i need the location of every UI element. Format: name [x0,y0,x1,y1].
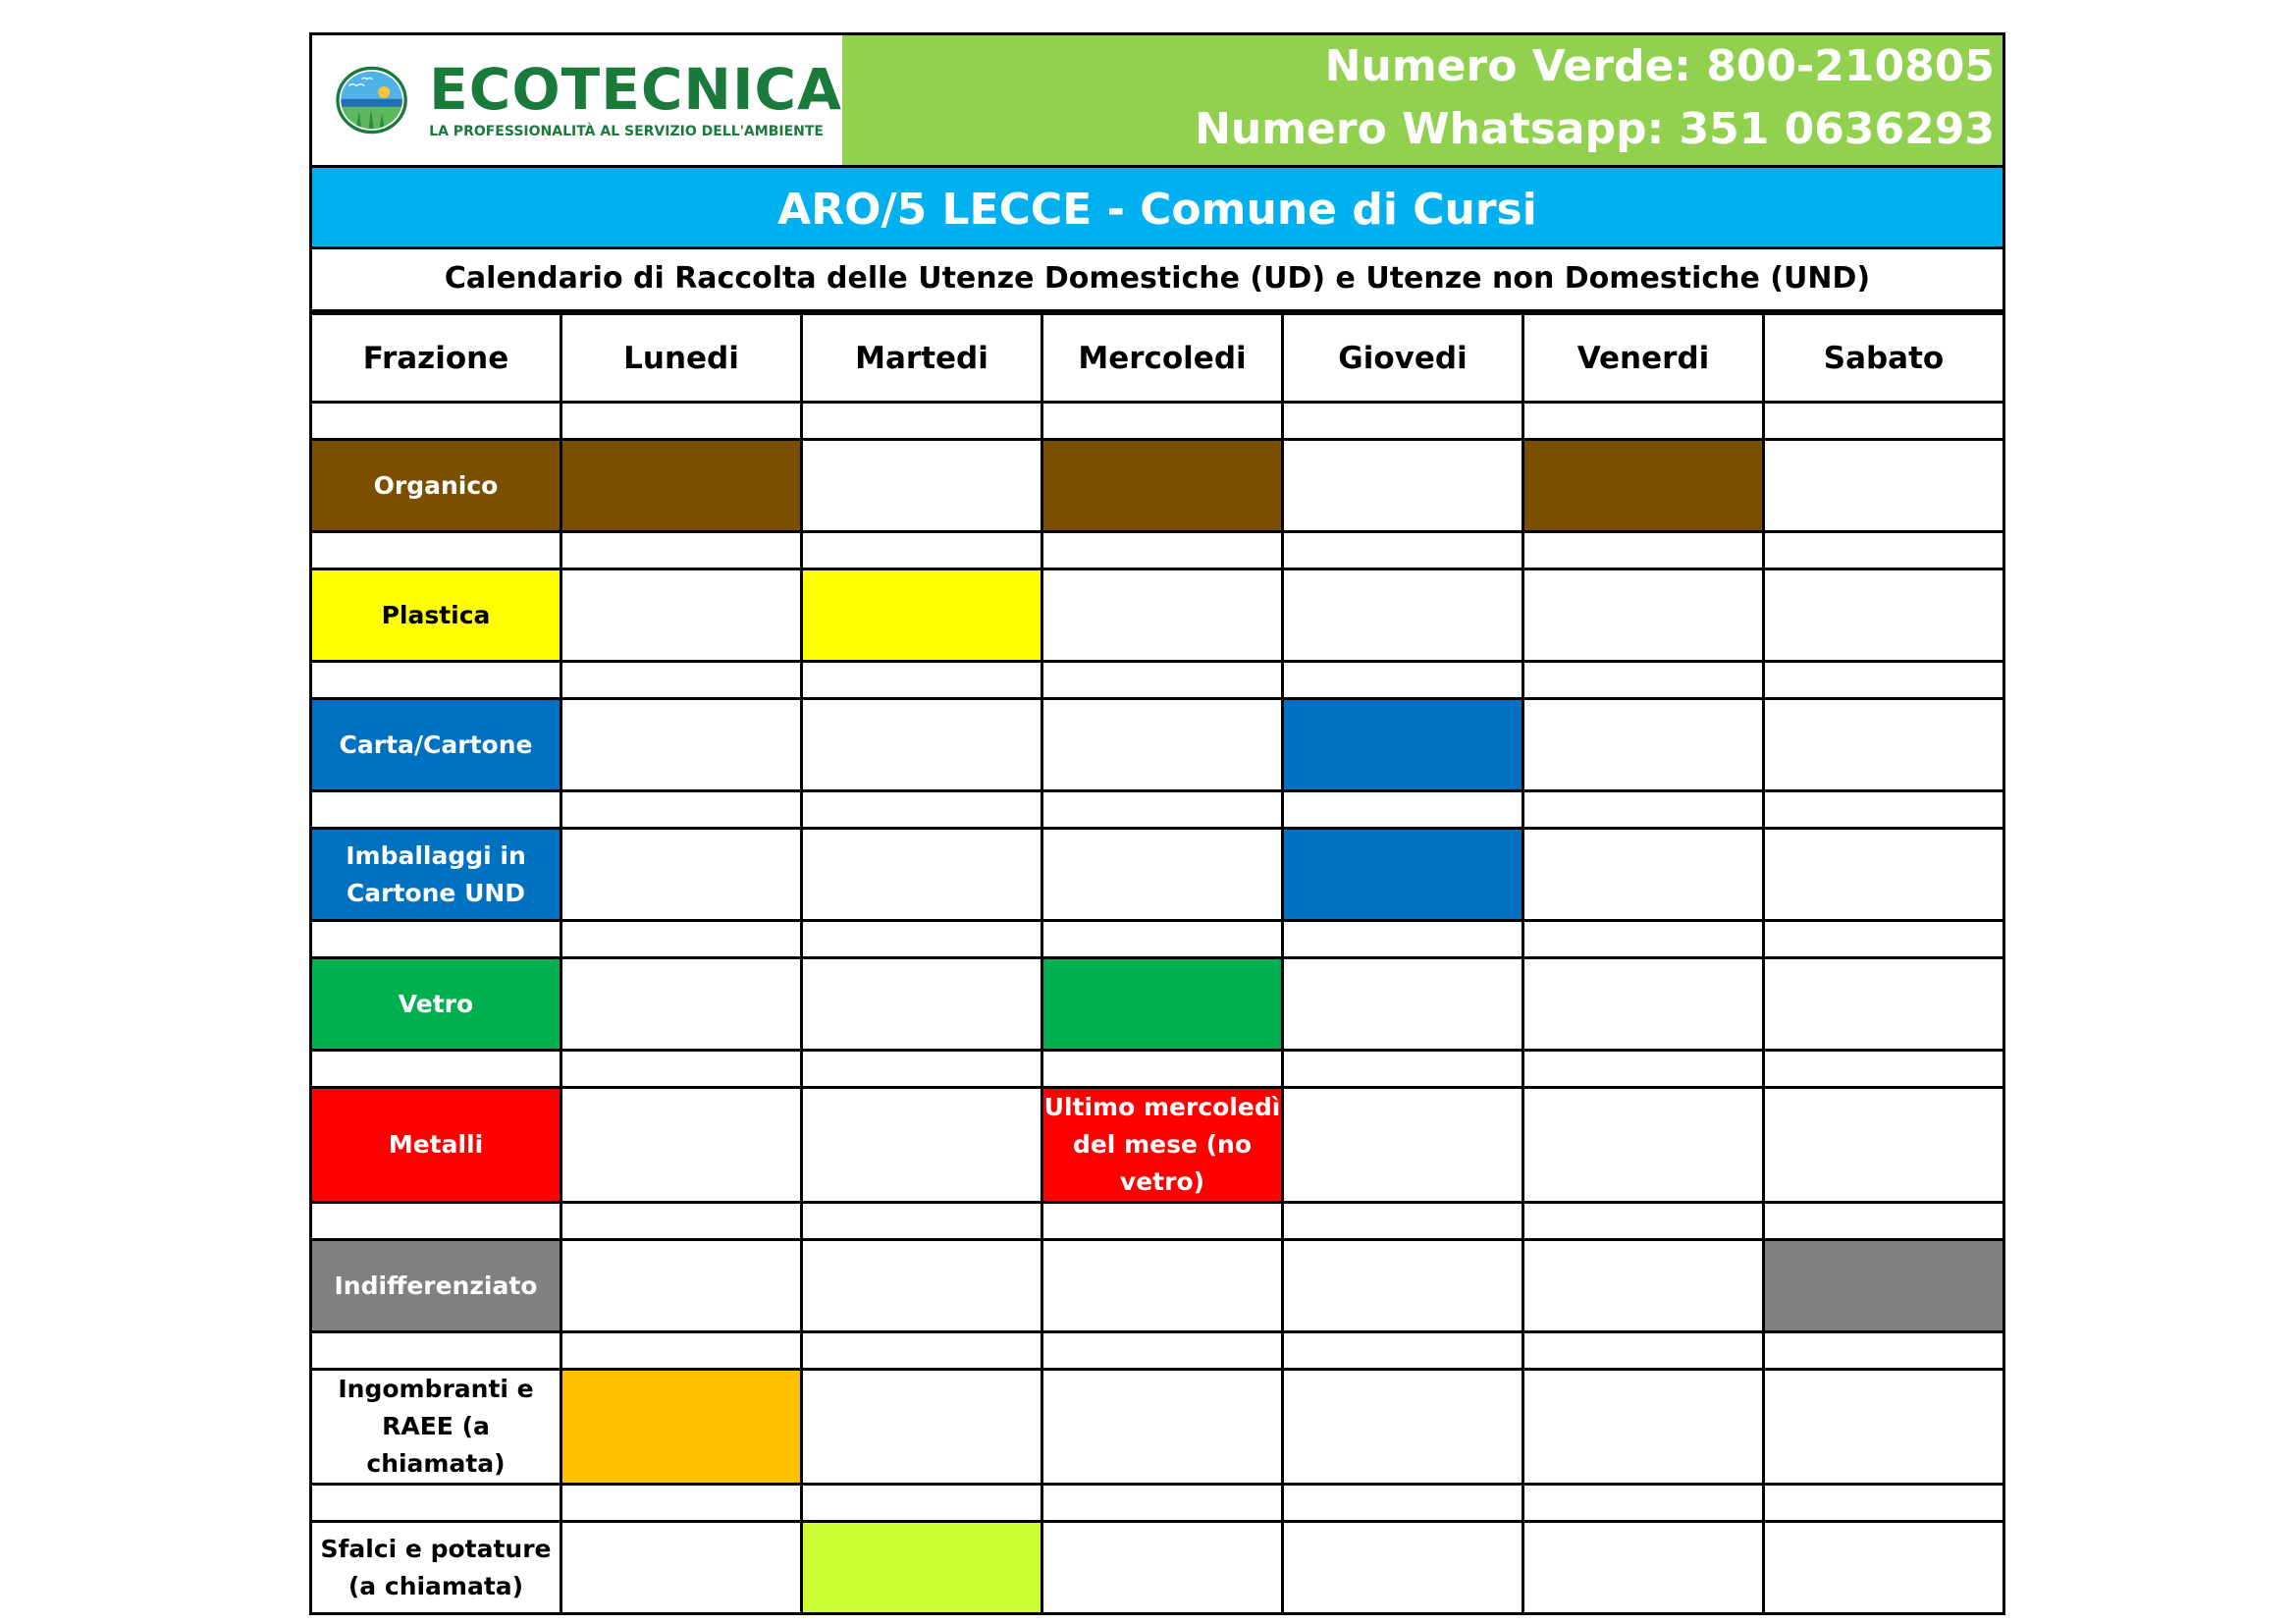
waste-type-label: Carta/Cartone [311,699,561,791]
schedule-cell [1764,1240,2004,1332]
spacer-cell [1283,921,1523,958]
page-subtitle: Calendario di Raccolta delle Utenze Domestiche (UD) e Utenze non Domestiche (UND) [309,249,2005,312]
spacer-cell [802,532,1042,569]
spacer-cell [311,1332,561,1370]
spacer-row [311,791,2004,829]
spacer-cell [1764,662,2004,699]
spacer-cell [802,791,1042,829]
spacer-cell [1764,791,2004,829]
spacer-cell [1523,921,1764,958]
spacer-cell [1764,921,2004,958]
schedule-cell [1523,1370,1764,1485]
schedule-cell [1283,699,1523,791]
spacer-cell [561,662,802,699]
schedule-cell [1764,440,2004,532]
column-header: Venerdi [1523,314,1764,403]
spacer-cell [1764,1332,2004,1370]
spacer-cell [311,532,561,569]
numero-verde: Numero Verde: 800-210805 [1324,41,1995,91]
spacer-cell [1283,1485,1523,1522]
spacer-cell [802,1203,1042,1240]
column-header: Giovedi [1283,314,1523,403]
spacer-cell [1523,1203,1764,1240]
schedule-cell [1764,1088,2004,1203]
spacer-cell [1523,791,1764,829]
page-title: ARO/5 LECCE - Comune di Cursi [309,165,2005,249]
schedule-cell [1523,1088,1764,1203]
schedule-cell [802,829,1042,921]
waste-type-label: Indifferenziato [311,1240,561,1332]
spacer-cell [1764,1485,2004,1522]
table-row [311,569,2004,662]
schedule-cell [561,569,802,662]
spacer-cell [802,1051,1042,1088]
waste-type-label: Organico [311,440,561,532]
spacer-cell [1764,1203,2004,1240]
spacer-cell [311,662,561,699]
schedule-cell [1523,829,1764,921]
schedule-cell [1283,1088,1523,1203]
spacer-cell [1283,662,1523,699]
spacer-cell [1042,1332,1283,1370]
table-row [311,440,2004,532]
schedule-cell [1283,829,1523,921]
spacer-cell [561,921,802,958]
schedule-cell [802,440,1042,532]
schedule-cell [561,958,802,1051]
schedule-cell [1042,829,1283,921]
brand-tagline: LA PROFESSIONALITÀ AL SERVIZIO DELL'AMBIENTE [429,124,824,139]
schedule-cell [1764,569,2004,662]
spacer-cell [561,1203,802,1240]
table-row [311,1370,2004,1485]
schedule-cell [1764,829,2004,921]
spacer-cell [1764,532,2004,569]
waste-type-label: Ingombranti e RAEE (a chiamata) [311,1370,561,1485]
schedule-cell [1764,1522,2004,1614]
schedule-cell: Ultimo mercoledì del mese (no vetro) [1042,1088,1283,1203]
collection-calendar-table [309,312,2005,1615]
schedule-cell [1283,1370,1523,1485]
table-row [311,958,2004,1051]
schedule-cell [561,1522,802,1614]
spacer-cell [802,662,1042,699]
schedule-cell [1523,699,1764,791]
schedule-cell [1042,699,1283,791]
spacer-row [311,1332,2004,1370]
header [309,32,2005,165]
schedule-cell [1283,1240,1523,1332]
schedule-cell [1523,958,1764,1051]
spacer-cell [1283,791,1523,829]
spacer-row [311,1203,2004,1240]
table-row [311,829,2004,921]
waste-type-label: Vetro [311,958,561,1051]
schedule-cell [1042,1522,1283,1614]
spacer-cell [1523,403,1764,440]
spacer-cell [1042,1485,1283,1522]
spacer-row [311,1485,2004,1522]
schedule-cell [802,1088,1042,1203]
table-row [311,1522,2004,1614]
schedule-cell [561,440,802,532]
spacer-row [311,403,2004,440]
schedule-cell [1283,440,1523,532]
contact-info [842,35,2002,165]
schedule-cell [1523,1240,1764,1332]
schedule-cell [1283,958,1523,1051]
schedule-cell [1042,569,1283,662]
schedule-cell [1523,1522,1764,1614]
schedule-cell [1764,958,2004,1051]
spacer-cell [802,1332,1042,1370]
spacer-cell [1283,1332,1523,1370]
waste-type-label: Imballaggi in Cartone UND [311,829,561,921]
schedule-cell [561,1240,802,1332]
column-header: Frazione [311,314,561,403]
schedule-cell [561,829,802,921]
spacer-cell [561,532,802,569]
waste-type-label: Sfalci e potature (a chiamata) [311,1522,561,1614]
column-header: Mercoledi [1042,314,1283,403]
spacer-cell [1764,1051,2004,1088]
column-header: Lunedi [561,314,802,403]
schedule-cell [561,699,802,791]
spacer-cell [1042,403,1283,440]
spacer-cell [1283,532,1523,569]
schedule-cell [1764,699,2004,791]
schedule-cell [802,958,1042,1051]
spacer-cell [311,921,561,958]
schedule-cell [561,1088,802,1203]
spacer-cell [561,403,802,440]
spacer-cell [561,1332,802,1370]
spacer-cell [1523,662,1764,699]
spacer-cell [311,403,561,440]
spacer-row [311,662,2004,699]
spacer-cell [311,1051,561,1088]
brand-name: ECOTECNICA [429,56,842,123]
schedule-cell [1764,1370,2004,1485]
spacer-cell [1042,791,1283,829]
schedule-cell [802,569,1042,662]
schedule-cell [802,1240,1042,1332]
table-row [311,1088,2004,1203]
schedule-cell [1042,958,1283,1051]
schedule-cell [1283,569,1523,662]
spacer-cell [311,1485,561,1522]
waste-type-label: Metalli [311,1088,561,1203]
ecotecnica-logo-icon [336,49,407,151]
schedule-cell [1523,440,1764,532]
spacer-cell [1523,532,1764,569]
spacer-cell [1523,1051,1764,1088]
schedule-cell [1283,1522,1523,1614]
spacer-cell [802,921,1042,958]
spacer-cell [1042,1203,1283,1240]
spacer-cell [1523,1485,1764,1522]
schedule-cell [802,1370,1042,1485]
spacer-cell [1042,921,1283,958]
spacer-cell [561,791,802,829]
logo [312,35,842,165]
spacer-cell [1523,1332,1764,1370]
spacer-cell [311,1203,561,1240]
spacer-cell [1042,662,1283,699]
spacer-cell [311,791,561,829]
table-row [311,699,2004,791]
schedule-cell [802,1522,1042,1614]
spacer-cell [1764,403,2004,440]
spacer-cell [1283,1203,1523,1240]
spacer-cell [1042,532,1283,569]
column-header: Sabato [1764,314,2004,403]
waste-type-label: Plastica [311,569,561,662]
spacer-cell [561,1485,802,1522]
spacer-row [311,921,2004,958]
numero-whatsapp: Numero Whatsapp: 351 0636293 [1195,104,1995,154]
table-row [311,1240,2004,1332]
spacer-row [311,532,2004,569]
spacer-cell [1042,1051,1283,1088]
spacer-cell [561,1051,802,1088]
spacer-cell [802,403,1042,440]
spacer-cell [1283,403,1523,440]
table-header-row [311,314,2004,403]
schedule-cell [1042,1240,1283,1332]
schedule-cell [1523,569,1764,662]
spacer-row [311,1051,2004,1088]
schedule-cell [1042,1370,1283,1485]
schedule-cell [1042,440,1283,532]
schedule-cell [561,1370,802,1485]
calendar-sheet [309,32,2005,1615]
column-header: Martedi [802,314,1042,403]
spacer-cell [1283,1051,1523,1088]
schedule-cell [802,699,1042,791]
spacer-cell [802,1485,1042,1522]
